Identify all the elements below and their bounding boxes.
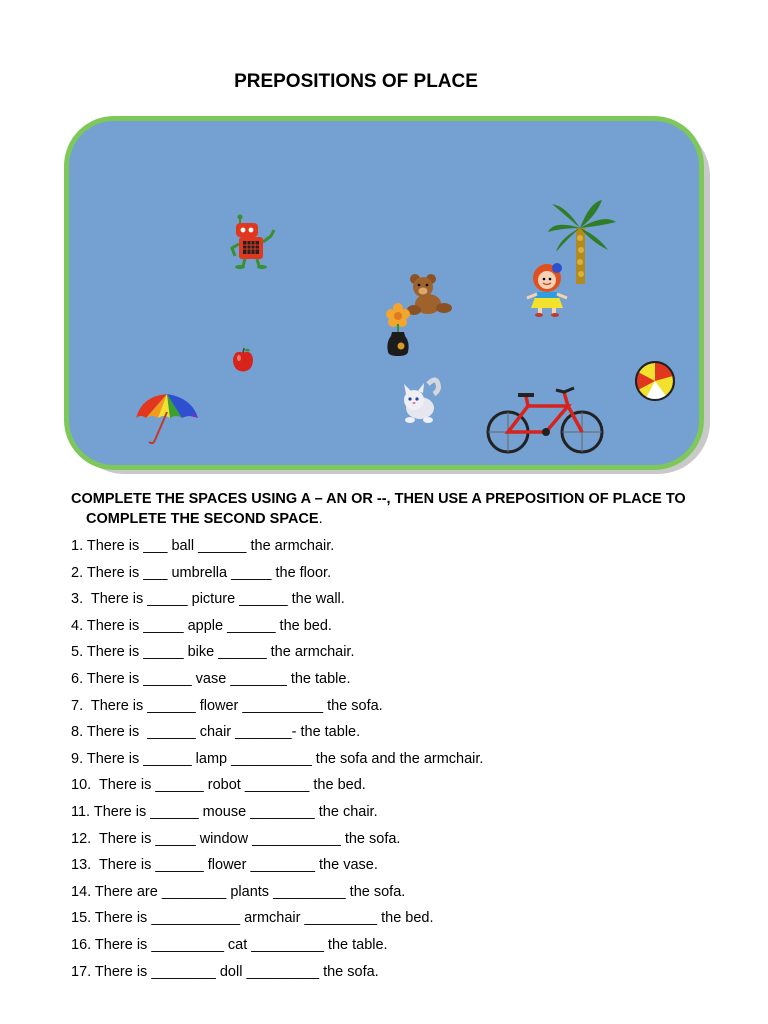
apple-icon	[231, 347, 255, 373]
cat-icon	[398, 374, 442, 426]
exercise-item: 6. There is ______ vase _______ the table.	[71, 670, 351, 687]
exercise-item: 15. There is ___________ armchair _________ the bed.	[71, 910, 434, 927]
robot-icon	[226, 214, 280, 270]
umbrella-icon	[134, 392, 200, 448]
instructions-line-2: COMPLETE THE SECOND SPACE	[86, 511, 319, 527]
exercise-item: 14. There are ________ plants _________ the sofa.	[71, 883, 406, 900]
exercise-item: 16. There is _________ cat _________ the table.	[71, 936, 388, 953]
ball-icon	[632, 360, 678, 402]
instructions-line-2-period: .	[318, 511, 323, 527]
exercise-item: 12. There is _____ window ___________ the sofa.	[71, 830, 401, 847]
page-title: PREPOSITIONS OF PLACE	[234, 71, 478, 92]
exercise-item: 13. There is ______ flower ________ the vase.	[71, 857, 378, 874]
doll-icon	[523, 262, 573, 318]
exercise-item: 11. There is ______ mouse ________ the chair.	[71, 803, 378, 820]
instructions	[71, 489, 691, 529]
exercise-item: 5. There is _____ bike ______ the armchair.	[71, 644, 355, 661]
exercise-item: 1. There is ___ ball ______ the armchair.	[71, 538, 335, 554]
exercise-item: 4. There is _____ apple ______ the bed.	[71, 617, 332, 634]
exercise-item: 10. There is ______ robot ________ the bed.	[71, 777, 366, 794]
exercise-item: 8. There is ______ chair _______- the table.	[71, 724, 361, 741]
exercise-list	[71, 537, 483, 989]
bike-icon	[484, 384, 606, 456]
exercise-item: 2. There is ___ umbrella _____ the floor.	[71, 564, 332, 581]
exercise-item: 9. There is ______ lamp __________ the sofa and the armchair.	[71, 750, 484, 767]
exercise-item: 7. There is ______ flower __________ the sofa.	[71, 697, 383, 714]
exercise-item: 3. There is _____ picture ______ the wall.	[71, 591, 345, 608]
flower-vase-icon	[383, 302, 413, 358]
instructions-line-1: COMPLETE THE SPACES USING A – AN OR --, THEN USE A PREPOSITION OF PLACE TO	[71, 491, 686, 507]
exercise-item: 17. There is ________ doll _________ the sofa.	[71, 963, 379, 980]
